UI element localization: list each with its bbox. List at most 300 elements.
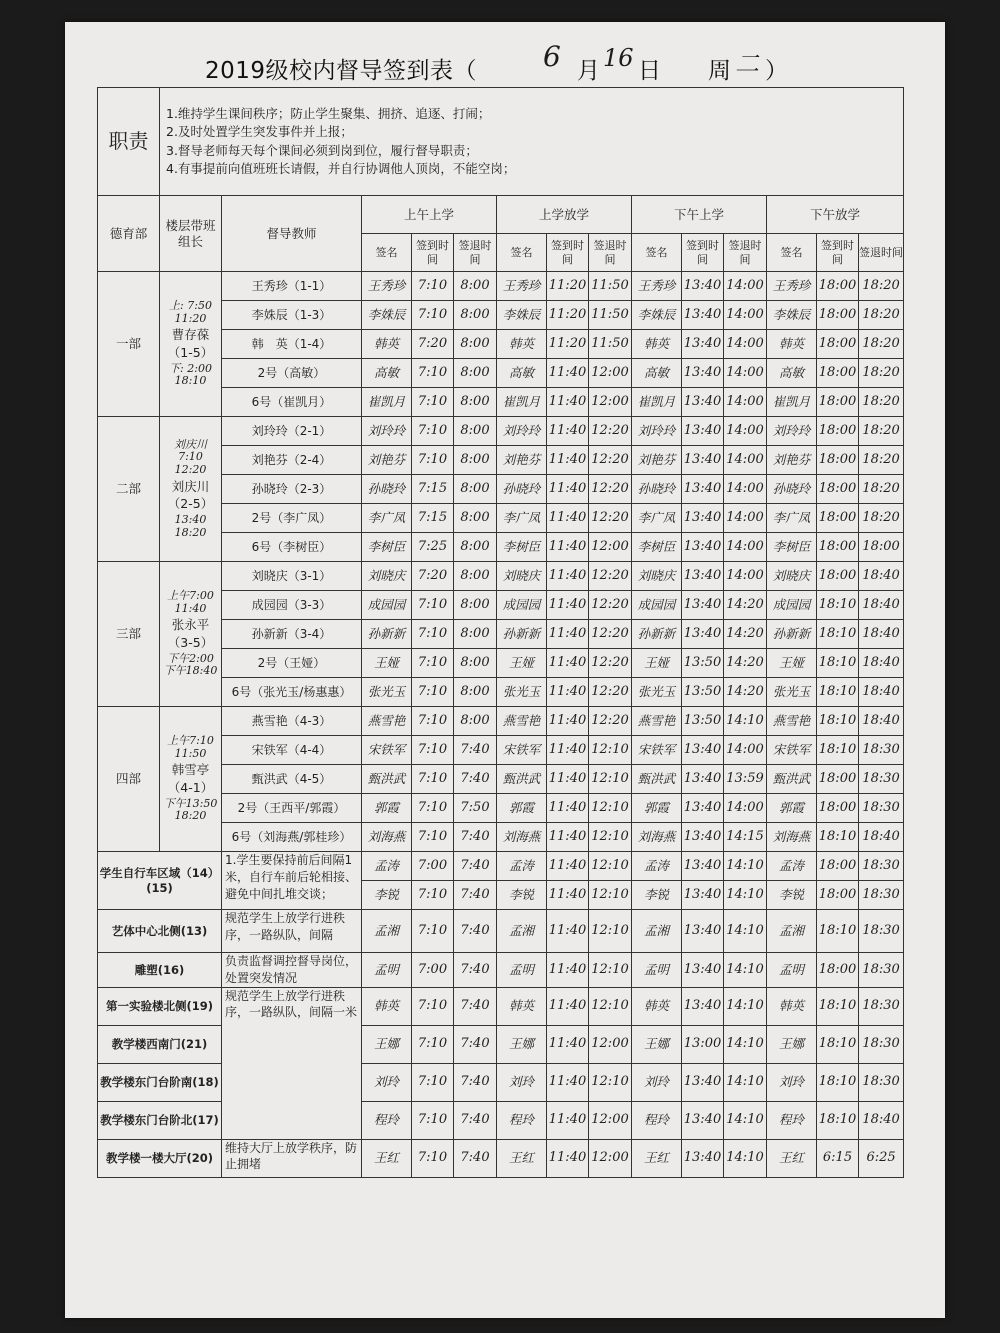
area-row — [98, 953, 904, 988]
area-row — [98, 1025, 904, 1063]
checkin-time-cell: 11:40 — [547, 765, 589, 794]
signature-cell: 韩英 — [632, 330, 682, 359]
checkin-time-cell: 7:10 — [412, 301, 454, 330]
checkout-time-cell: 8:00 — [454, 678, 497, 707]
checkout-time-cell: 14:00 — [724, 446, 767, 475]
checkin-time-cell: 18:10 — [817, 910, 859, 953]
signature-cell: 高敏 — [632, 359, 682, 388]
signature-cell: 甄洪武 — [632, 765, 682, 794]
checkout-time-cell: 18:30 — [859, 794, 904, 823]
checkin-time-cell: 18:00 — [817, 533, 859, 562]
checkout-time-cell: 8:00 — [454, 591, 497, 620]
leader-cell — [160, 707, 222, 852]
signature-cell: 王娜 — [497, 1025, 547, 1063]
header-period-4: 下午放学 — [767, 196, 904, 234]
checkin-time-cell: 7:00 — [412, 852, 454, 881]
checkout-time-cell: 18:30 — [859, 953, 904, 988]
header-period-3: 下午上学 — [632, 196, 767, 234]
checkin-time-cell: 13:40 — [682, 987, 724, 1025]
signature-cell: 郭霞 — [362, 794, 412, 823]
title-month-label: 月 — [577, 58, 601, 84]
teacher-cell: 李姝辰（1-3） — [222, 301, 362, 330]
page-title — [0, 0, 1000, 84]
signature-cell: 王秀珍 — [767, 272, 817, 301]
checkout-time-cell: 7:40 — [454, 1025, 497, 1063]
teacher-cell: 韩 英（1-4） — [222, 330, 362, 359]
checkin-time-cell: 7:10 — [412, 987, 454, 1025]
header-row-1 — [98, 196, 904, 234]
checkout-time-cell: 12:10 — [589, 794, 632, 823]
checkin-time-cell: 13:40 — [682, 1101, 724, 1139]
signature-cell: 孙新新 — [497, 620, 547, 649]
signature-cell: 王秀珍 — [497, 272, 547, 301]
checkin-time-cell: 11:40 — [547, 591, 589, 620]
checkin-time-cell: 11:40 — [547, 823, 589, 852]
area-name-cell: 艺体中心北侧(13) — [98, 910, 222, 953]
leader-note: 上午7:10 — [167, 734, 214, 748]
checkin-time-cell: 11:40 — [547, 388, 589, 417]
signature-cell: 孙新新 — [632, 620, 682, 649]
header-teacher: 督导教师 — [222, 196, 362, 272]
checkin-time-cell: 18:10 — [817, 620, 859, 649]
checkin-time-cell: 11:40 — [547, 910, 589, 953]
checkin-time-cell: 11:40 — [547, 1063, 589, 1101]
checkin-time-cell: 11:40 — [547, 678, 589, 707]
checkout-time-cell: 8:00 — [454, 417, 497, 446]
checkin-time-cell: 13:40 — [682, 446, 724, 475]
checkout-time-cell: 18:40 — [859, 591, 904, 620]
checkout-time-cell: 11:50 — [589, 272, 632, 301]
checkout-time-cell: 7:40 — [454, 765, 497, 794]
checkin-time-cell: 13:50 — [682, 678, 724, 707]
area-name-cell: 教学楼一楼大厅(20) — [98, 1139, 222, 1177]
signature-cell: 孙晓玲 — [362, 475, 412, 504]
signature-cell: 李广凤 — [362, 504, 412, 533]
checkin-time-cell: 7:15 — [412, 475, 454, 504]
checkout-time-cell: 18:20 — [859, 388, 904, 417]
signature-cell: 韩英 — [767, 330, 817, 359]
checkout-time-cell: 18:40 — [859, 562, 904, 591]
checkout-time-cell: 12:10 — [589, 1063, 632, 1101]
checkin-time-cell: 18:00 — [817, 301, 859, 330]
signature-cell: 刘海燕 — [497, 823, 547, 852]
area-name-cell: 第一实验楼北侧(19) — [98, 987, 222, 1025]
signature-cell: 李锐 — [497, 881, 547, 910]
duties-row — [98, 88, 904, 196]
checkin-time-cell: 7:10 — [412, 1101, 454, 1139]
title-close: ） — [765, 58, 789, 84]
checkout-time-cell: 18:30 — [859, 736, 904, 765]
signature-cell: 王红 — [497, 1139, 547, 1177]
signature-cell: 郭霞 — [497, 794, 547, 823]
signature-cell: 王娜 — [767, 1025, 817, 1063]
checkout-time-cell: 12:10 — [589, 765, 632, 794]
checkout-time-cell: 14:00 — [724, 388, 767, 417]
dept-cell: 二部 — [98, 417, 160, 562]
signature-cell: 孟明 — [632, 953, 682, 988]
signature-cell: 李树臣 — [497, 533, 547, 562]
signature-cell: 刘玲玲 — [767, 417, 817, 446]
signature-cell: 程玲 — [497, 1101, 547, 1139]
checkout-time-cell: 18:20 — [859, 359, 904, 388]
leader-note: 刘庆川 — [174, 437, 207, 451]
duty-line-3: 3.督导老师每天每个课间必须到岗到位，履行督导职责； — [166, 142, 478, 158]
checkout-time-cell: 12:20 — [589, 475, 632, 504]
checkout-time-cell: 7:40 — [454, 987, 497, 1025]
checkout-time-cell: 7:40 — [454, 823, 497, 852]
checkin-time-cell: 11:40 — [547, 649, 589, 678]
checkin-time-cell: 7:10 — [412, 649, 454, 678]
table-row — [98, 562, 904, 591]
checkout-time-cell: 8:00 — [454, 330, 497, 359]
leader-class-code: （3-5） — [167, 635, 214, 650]
area-row — [98, 852, 904, 881]
leader-cell — [160, 272, 222, 417]
signature-cell: 王娅 — [497, 649, 547, 678]
checkout-time-cell: 12:10 — [589, 987, 632, 1025]
checkout-time-cell: 18:40 — [859, 649, 904, 678]
checkout-time-cell: 14:10 — [724, 987, 767, 1025]
signature-cell: 刘玲玲 — [632, 417, 682, 446]
signature-cell: 李树臣 — [767, 533, 817, 562]
checkin-time-cell: 7:20 — [412, 330, 454, 359]
signature-cell: 崔凯月 — [632, 388, 682, 417]
checkout-time-cell: 12:20 — [589, 562, 632, 591]
leader-name: 张永平 — [171, 617, 210, 633]
area-name-cell: 教学楼西南门(21) — [98, 1025, 222, 1063]
dept-cell: 一部 — [98, 272, 160, 417]
checkout-time-cell: 8:00 — [454, 562, 497, 591]
teacher-cell: 宋铁军（4-4） — [222, 736, 362, 765]
checkin-time-cell: 18:00 — [817, 446, 859, 475]
leader-name: 韩雪亭 — [171, 762, 210, 778]
duty-line-1: 1.维持学生课间秩序；防止学生聚集、拥挤、追逐、打闹； — [166, 106, 491, 122]
signature-cell: 孙晓玲 — [767, 475, 817, 504]
checkin-time-cell: 13:40 — [682, 417, 724, 446]
checkin-time-cell: 13:40 — [682, 272, 724, 301]
checkout-time-cell: 7:50 — [454, 794, 497, 823]
signature-cell: 郭霞 — [632, 794, 682, 823]
checkin-time-cell: 13:40 — [682, 765, 724, 794]
signature-cell: 张光玉 — [362, 678, 412, 707]
signature-cell: 甄洪武 — [497, 765, 547, 794]
header-checkout: 签退时间 — [859, 234, 904, 272]
teacher-cell: 燕雪艳（4-3） — [222, 707, 362, 736]
signature-cell: 张光玉 — [632, 678, 682, 707]
checkin-time-cell: 7:25 — [412, 533, 454, 562]
signature-cell: 程玲 — [767, 1101, 817, 1139]
signature-cell: 李广凤 — [767, 504, 817, 533]
checkout-time-cell: 7:40 — [454, 736, 497, 765]
leader-note: 下午2:00 — [167, 651, 214, 665]
checkout-time-cell: 12:00 — [589, 1101, 632, 1139]
area-name-cell: 学生自行车区域（14）(15) — [98, 852, 222, 910]
area-note-cell: 规范学生上放学行进秩序，一路纵队，间隔 — [222, 910, 362, 953]
checkin-time-cell: 13:50 — [682, 707, 724, 736]
signature-cell: 刘玲 — [632, 1063, 682, 1101]
checkin-time-cell: 11:20 — [547, 330, 589, 359]
signature-cell: 韩英 — [497, 987, 547, 1025]
checkout-time-cell: 14:10 — [724, 953, 767, 988]
checkout-time-cell: 12:20 — [589, 446, 632, 475]
checkout-time-cell: 18:40 — [859, 620, 904, 649]
checkout-time-cell: 14:00 — [724, 504, 767, 533]
checkin-time-cell: 11:40 — [547, 504, 589, 533]
checkin-time-cell: 13:40 — [682, 881, 724, 910]
checkout-time-cell: 14:00 — [724, 562, 767, 591]
checkin-time-cell: 13:40 — [682, 852, 724, 881]
checkin-time-cell: 18:10 — [817, 1025, 859, 1063]
signature-cell: 孟涛 — [497, 852, 547, 881]
header-checkout: 签退时间 — [589, 234, 632, 272]
checkin-time-cell: 13:40 — [682, 301, 724, 330]
checkin-time-cell: 13:00 — [682, 1025, 724, 1063]
checkin-time-cell: 7:10 — [412, 910, 454, 953]
signature-cell: 成园园 — [362, 591, 412, 620]
signature-cell: 成园园 — [767, 591, 817, 620]
checkout-time-cell: 12:20 — [589, 678, 632, 707]
signature-cell: 燕雪艳 — [497, 707, 547, 736]
checkin-time-cell: 7:10 — [412, 678, 454, 707]
signature-cell: 李树臣 — [362, 533, 412, 562]
signature-cell: 刘海燕 — [767, 823, 817, 852]
signature-cell: 郭霞 — [767, 794, 817, 823]
checkout-time-cell: 8:00 — [454, 649, 497, 678]
signature-cell: 王娜 — [362, 1025, 412, 1063]
checkin-time-cell: 11:40 — [547, 446, 589, 475]
signature-cell: 刘玲 — [362, 1063, 412, 1101]
checkout-time-cell: 14:10 — [724, 1139, 767, 1177]
signature-cell: 高敏 — [497, 359, 547, 388]
checkout-time-cell: 14:10 — [724, 852, 767, 881]
checkin-time-cell: 18:10 — [817, 1101, 859, 1139]
signature-cell: 孟明 — [767, 953, 817, 988]
checkout-time-cell: 14:00 — [724, 475, 767, 504]
leader-cell — [160, 417, 222, 562]
checkout-time-cell: 7:40 — [454, 852, 497, 881]
signature-cell: 李锐 — [362, 881, 412, 910]
checkin-time-cell: 11:40 — [547, 987, 589, 1025]
teacher-cell: 6号（张光玉/杨惠惠） — [222, 678, 362, 707]
checkin-time-cell: 11:40 — [547, 620, 589, 649]
header-checkin: 签到时间 — [817, 234, 859, 272]
signature-cell: 王娅 — [767, 649, 817, 678]
checkout-time-cell: 18:20 — [859, 475, 904, 504]
leader-note: 上: 7:50 — [169, 299, 212, 313]
signature-cell: 孟涛 — [632, 852, 682, 881]
checkin-time-cell: 13:40 — [682, 330, 724, 359]
teacher-cell: 王秀珍（1-1） — [222, 272, 362, 301]
checkin-time-cell: 11:40 — [547, 794, 589, 823]
checkout-time-cell: 18:20 — [859, 446, 904, 475]
checkin-time-cell: 18:00 — [817, 794, 859, 823]
header-period-1: 上午上学 — [362, 196, 497, 234]
checkin-time-cell: 18:00 — [817, 475, 859, 504]
checkin-time-cell: 6:15 — [817, 1139, 859, 1177]
signature-cell: 孟明 — [497, 953, 547, 988]
checkout-time-cell: 12:20 — [589, 707, 632, 736]
header-leader: 楼层带班组长 — [160, 196, 222, 272]
signature-cell: 韩英 — [497, 330, 547, 359]
area-row — [98, 1101, 904, 1139]
area-row — [98, 1063, 904, 1101]
checkout-time-cell: 12:10 — [589, 953, 632, 988]
checkout-time-cell: 14:00 — [724, 533, 767, 562]
checkin-time-cell: 11:40 — [547, 1025, 589, 1063]
checkin-time-cell: 18:10 — [817, 736, 859, 765]
signature-cell: 张光玉 — [767, 678, 817, 707]
checkout-time-cell: 12:10 — [589, 881, 632, 910]
teacher-cell: 刘艳芬（2-4） — [222, 446, 362, 475]
checkout-time-cell: 14:00 — [724, 417, 767, 446]
leader-note: 13:40 — [174, 512, 207, 526]
leader-name: 曹存葆 — [171, 327, 210, 343]
teacher-cell: 成园园（3-3） — [222, 591, 362, 620]
checkin-time-cell: 18:10 — [817, 649, 859, 678]
signature-cell: 燕雪艳 — [362, 707, 412, 736]
signature-cell: 刘海燕 — [632, 823, 682, 852]
checkin-time-cell: 7:10 — [412, 417, 454, 446]
checkout-time-cell: 14:00 — [724, 359, 767, 388]
area-name-cell: 教学楼东门台阶北(17) — [98, 1101, 222, 1139]
checkin-time-cell: 18:00 — [817, 359, 859, 388]
checkin-time-cell: 13:40 — [682, 736, 724, 765]
checkout-time-cell: 14:20 — [724, 678, 767, 707]
signature-cell: 程玲 — [632, 1101, 682, 1139]
teacher-cell: 2号（李广凤） — [222, 504, 362, 533]
checkin-time-cell: 13:40 — [682, 823, 724, 852]
duties-label: 职责 — [98, 88, 160, 196]
checkin-time-cell: 7:10 — [412, 794, 454, 823]
signature-cell: 刘玲玲 — [497, 417, 547, 446]
checkout-time-cell: 14:10 — [724, 1063, 767, 1101]
checkin-time-cell: 7:10 — [412, 765, 454, 794]
header-checkin: 签到时间 — [682, 234, 724, 272]
table-row — [98, 417, 904, 446]
checkout-time-cell: 12:00 — [589, 533, 632, 562]
signature-cell: 刘艳芬 — [632, 446, 682, 475]
checkout-time-cell: 8:00 — [454, 359, 497, 388]
checkout-time-cell: 14:00 — [724, 301, 767, 330]
signature-cell: 李姝辰 — [767, 301, 817, 330]
leader-note: 11:50 — [174, 746, 207, 760]
checkout-time-cell: 18:40 — [859, 678, 904, 707]
duty-line-4: 4.有事提前向值班班长请假，并自行协调他人顶岗，不能空岗； — [166, 160, 516, 176]
checkout-time-cell: 14:10 — [724, 1101, 767, 1139]
title-weekday: 二 — [735, 50, 759, 78]
checkin-time-cell: 11:40 — [547, 1101, 589, 1139]
checkin-time-cell: 7:10 — [412, 272, 454, 301]
teacher-cell: 6号（刘海燕/郭桂珍） — [222, 823, 362, 852]
checkout-time-cell: 12:20 — [589, 417, 632, 446]
checkin-time-cell: 13:50 — [682, 649, 724, 678]
checkout-time-cell: 14:10 — [724, 707, 767, 736]
signature-cell: 李广凤 — [497, 504, 547, 533]
table-body — [98, 88, 904, 1178]
checkin-time-cell: 18:10 — [817, 1063, 859, 1101]
checkout-time-cell: 8:00 — [454, 620, 497, 649]
header-sign: 签名 — [632, 234, 682, 272]
checkout-time-cell: 11:50 — [589, 330, 632, 359]
checkin-time-cell: 7:10 — [412, 1025, 454, 1063]
checkout-time-cell: 8:00 — [454, 388, 497, 417]
signature-cell: 孟涛 — [767, 852, 817, 881]
signature-cell: 孟明 — [362, 953, 412, 988]
checkout-time-cell: 18:30 — [859, 910, 904, 953]
teacher-cell: 孙新新（3-4） — [222, 620, 362, 649]
signature-cell: 成园园 — [632, 591, 682, 620]
signature-cell: 刘艳芬 — [767, 446, 817, 475]
checkout-time-cell: 12:10 — [589, 736, 632, 765]
checkout-time-cell: 12:10 — [589, 852, 632, 881]
checkin-time-cell: 11:40 — [547, 881, 589, 910]
signature-cell: 刘艳芬 — [362, 446, 412, 475]
checkout-time-cell: 18:40 — [859, 707, 904, 736]
checkout-time-cell: 12:20 — [589, 591, 632, 620]
signin-table — [97, 87, 904, 1178]
checkin-time-cell: 18:00 — [817, 953, 859, 988]
title-printed: 2019级校内督导签到表（ — [205, 58, 478, 84]
teacher-cell: 2号（王西平/郭霞） — [222, 794, 362, 823]
signature-cell: 孙晓玲 — [632, 475, 682, 504]
checkout-time-cell: 14:00 — [724, 794, 767, 823]
table-row — [98, 707, 904, 736]
checkin-time-cell: 13:40 — [682, 533, 724, 562]
checkin-time-cell: 13:40 — [682, 388, 724, 417]
header-checkout: 签退时间 — [454, 234, 497, 272]
checkout-time-cell: 14:20 — [724, 620, 767, 649]
checkin-time-cell: 18:00 — [817, 881, 859, 910]
signature-cell: 刘晓庆 — [497, 562, 547, 591]
checkout-time-cell: 12:20 — [589, 649, 632, 678]
signature-cell: 刘玲 — [497, 1063, 547, 1101]
checkin-time-cell: 11:40 — [547, 417, 589, 446]
checkin-time-cell: 7:10 — [412, 881, 454, 910]
signature-cell: 刘海燕 — [362, 823, 412, 852]
checkin-time-cell: 13:40 — [682, 953, 724, 988]
checkout-time-cell: 8:00 — [454, 301, 497, 330]
leader-class-code: （2-5） — [167, 496, 214, 512]
leader-note: 7:10 — [178, 450, 203, 464]
signature-cell: 孙新新 — [767, 620, 817, 649]
signature-cell: 宋铁军 — [632, 736, 682, 765]
teacher-cell: 2号（王娅） — [222, 649, 362, 678]
checkin-time-cell: 7:10 — [412, 359, 454, 388]
signature-cell: 韩英 — [632, 987, 682, 1025]
checkout-time-cell: 14:10 — [724, 1025, 767, 1063]
checkout-time-cell: 14:20 — [724, 591, 767, 620]
leader-note: 下午13:50 — [163, 796, 218, 810]
checkout-time-cell: 14:00 — [724, 736, 767, 765]
checkin-time-cell: 18:00 — [817, 330, 859, 359]
teacher-cell: 2号（高敏） — [222, 359, 362, 388]
checkin-time-cell: 13:40 — [682, 910, 724, 953]
checkin-time-cell: 18:00 — [817, 504, 859, 533]
duty-line-2: 2.及时处置学生突发事件并上报； — [166, 124, 353, 140]
checkin-time-cell: 7:15 — [412, 504, 454, 533]
checkin-time-cell: 11:40 — [547, 562, 589, 591]
checkin-time-cell: 18:10 — [817, 707, 859, 736]
checkin-time-cell: 11:40 — [547, 1139, 589, 1177]
checkin-time-cell: 11:40 — [547, 533, 589, 562]
checkout-time-cell: 14:00 — [724, 272, 767, 301]
leader-class-code: （1-5） — [167, 345, 214, 360]
checkin-time-cell: 7:10 — [412, 446, 454, 475]
area-row — [98, 987, 904, 1025]
signature-cell: 李树臣 — [632, 533, 682, 562]
signature-cell: 燕雪艳 — [632, 707, 682, 736]
checkout-time-cell: 18:20 — [859, 504, 904, 533]
